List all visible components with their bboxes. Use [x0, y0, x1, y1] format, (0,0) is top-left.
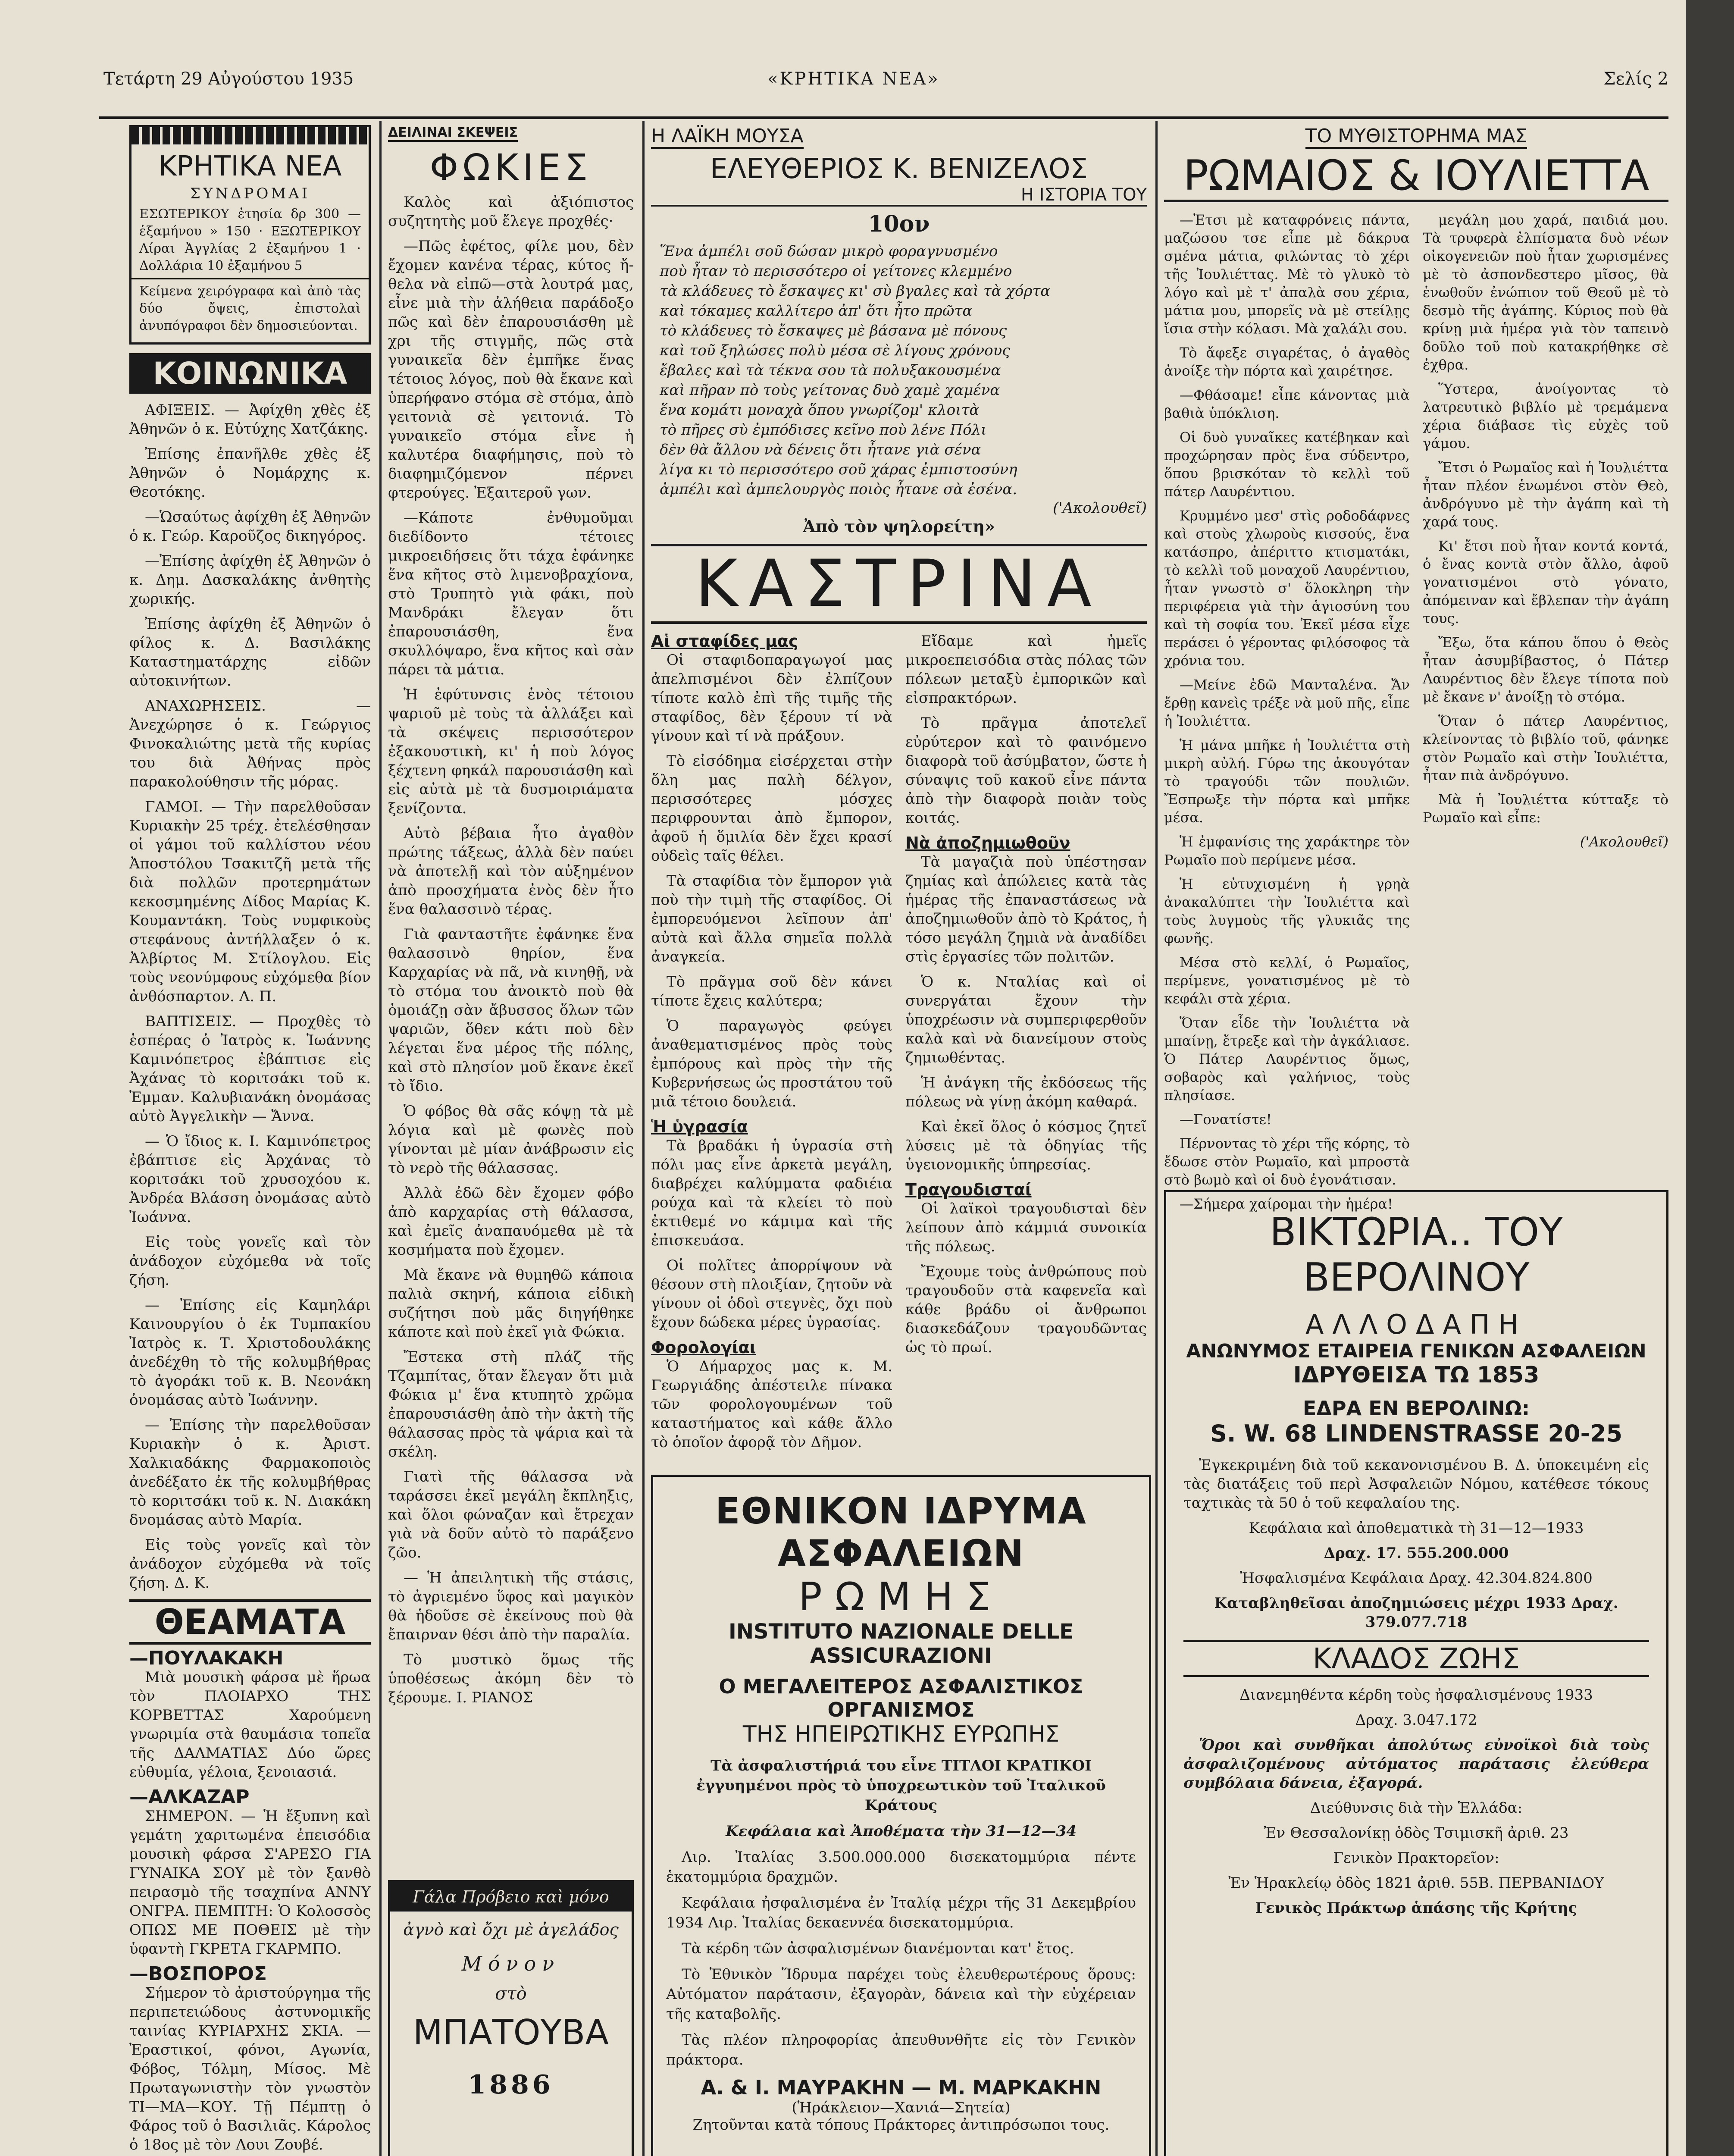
milk-ad-shop: ΜΠΑΤΟΥΒΑ: [413, 2012, 609, 2053]
column-divider: [642, 121, 645, 2156]
column-1: [129, 125, 371, 2156]
viktoria-line: Ἐγκεκριμένη διὰ τοῦ κεκανονισμένου Β. Δ. ὑποκειμένη εἰς τὰς διατάξεις τοῦ περὶ Ἀσφαλειῶν Νόμου, κατέθεσε τόκους ταχτικὰς τὰ 50 ὁ τοῦ κεφαλαίου της.: [1183, 1457, 1649, 1512]
serial-paragraph: Ὅταν εἶδε τὴν Ἰουλιέττα νὰ μπαίνῃ, ἔτρεξε καὶ τὴν ἀγκάλιασε. Ὁ Πάτερ Λαυρέντιος ὅμως, σοβαρὸς καὶ γαλήνιος, τοὺς πλησίασε.: [1164, 1015, 1410, 1103]
poem-title: ΕΛΕΥΘΕΡΙΟΣ Κ. ΒΕΝΙΖΕΛΟΣ: [710, 153, 1088, 185]
insurance-line: Λιρ. Ἰταλίας 3.500.000.000 δισεκατομμύρια πέντε ἑκατομμύρια δραχμῶν.: [666, 1849, 1136, 1886]
cinema-program: Μιὰ μουσικὴ φάρσα μὲ ἥρωα τὸν ΠΛΟΙΑΡΧΟ ΤΗΣ ΚΟΡΒΕΤΤΑΣ Χαρούμενη γνωριμία στὰ θαυμάσια τοπεῖα τῆς ΔΑΛΜΑΤΙΑΣ Δύο ὥρες εὐθυμία, γέλοια, ξενοιασιά.: [129, 1669, 371, 1781]
masthead-ornament: [131, 127, 369, 144]
news-paragraph: Καὶ ἐκεῖ ὅλος ὁ κόσμος ζητεῖ λύσεις μὲ τὰ ὁδηγίας τῆς ὑγειονομικῆς ὑπηρεσίας.: [905, 1118, 1147, 1173]
life-branch-title: ΚΛΑΔΟΣ ΖΩΗΣ: [1183, 1640, 1649, 1677]
serial-paragraph: Ὅταν ὁ πάτερ Λαυρέντιος, κλείνοντας τὸ βιβλίο τοῦ, φάνηκε στὸν Ρωμαῖο καὶ στὴν Ἰουλιέττα, ἦταν πιὰ ἀνδρόγυνο.: [1423, 713, 1668, 783]
viktoria-insurance-ad: [1164, 1190, 1668, 2156]
serial-paragraph: Μέσα στὸ κελλί, ὁ Ρωμαῖος, περίμενε, γονατισμένος μὲ τὸ κεφάλι στὰ χέρια.: [1164, 954, 1410, 1007]
article-paragraph: Ἡ ἐφύτυνσις ἑνὸς τέτοιου ψαριοῦ μὲ τοὺς τὰ ἀλλάξει καὶ τὰ σκέψεις περισσότερον ἐξακουστικὴ, κι' ἡ ποὺ λόγος ξέχτενη φηκάλ παρουσιάσθη καὶ εἰς αὐτὰ μὲ τὰ δυσμοιριάματα ξενίζοντα.: [388, 686, 634, 817]
serial-paragraph: —Φθάσαμε! εἶπε κάνοντας μιὰ βαθιὰ ὑπόκλιση.: [1164, 387, 1410, 421]
viktoria-title: ΒΙΚΤΩΡΙΑ.. ΤΟΥ ΒΕΡΟΛΙΝΟΥ: [1269, 1210, 1563, 1300]
insurance-ad: [651, 1475, 1151, 2156]
news-paragraph: Τὸ πρᾶγμα ἀποτελεῖ εὐρύτερον καὶ τὸ φαινόμενο διαφορὰ τοῦ ἀσύμβατον, ὥστε ἡ σύναψις τοῦ κακοῦ εἶνε πάντα ἀπὸ τὴν διαφορὰ ποιὰν τοὺς κοιτάς.: [905, 714, 1147, 827]
article-paragraph: —Πῶς ἐφέτος, φίλε μου, δὲν ἔχομεν κανένα τέρας, κύτος ἤ-θελα νὰ εἰπῶ—στὰ λουτρά μας, εἶνε μιὰ τὴν ἀλήθεια παράδοξο πῶς καὶ δὲν ἐπαρουσιάσθη μὲ χρι τῆς στιγμῆς, πῶς στὰ γυναικεῖα δὲν ἐμπῆκε ἕνας τέτοιος λόγος, ποὺ θὰ ἔκανε καὶ ὑπερήφανο στόμα σὲ στόμα, ἀπὸ γειτονιὰ σὲ γειτονιά. Τὸ γυναικεῖο στόμα εἶνε ἡ καλυτέρα διαφήμησις, ποὺ τὸ διαφημιζόμενον πέρνει φτερούγες. Ἐξαιτεροῦ γων.: [388, 238, 634, 501]
social-item: —Ὡσαύτως ἀφίχθη ἐξ Ἀθηνῶν ὁ κ. Γεώρ. Καροῦζος δικηγόρος.: [129, 508, 371, 545]
section-label: ΤΟ ΜΥΘΙΣΤΟΡΗΜΑ ΜΑΣ: [1305, 125, 1527, 149]
serial-right: [1423, 211, 1668, 1219]
poem-verse: ποὺ ἦταν τὸ περισσότερο οἱ γείτονες κλεμμένο: [660, 263, 1012, 280]
life-line: Ἐν Ἡρακλείῳ ὁδὸς 1821 ἀριθ. 55Β. ΠΕΡΒΑΝΙΔΟΥ: [1228, 1874, 1604, 1892]
serial-paragraph: Ὕστερα, ἀνοίγοντας τὸ λατρευτικὸ βιβλίο μὲ τρεμάμενα χέρια διάβασε τὶς εὐχὲς τοῦ γάμου.: [1423, 381, 1668, 451]
news-paragraph: Ὁ παραγωγὸς φεύγει ἀναθεματισμένος πρὸς τοὺς ἐμπόρους καὶ πρὸς τὴν τῆς Κυβερνήσεως ὡς προστάτου τοῦ μιᾶ τέτοιο δουλειά.: [651, 1017, 892, 1110]
viktoria-foreign: ΑΛΛΟΔΑΠΗ: [1305, 1309, 1527, 1340]
poem-verse: ἔβαλες καὶ τὰ τέκνα σου τὰ πολυξακουσμένα: [660, 362, 1001, 379]
article-paragraph: Μὰ ἔκανε νὰ θυμηθῶ κάποια παλιὰ σκηνή, κάποια εἰδικὴ συζήτησι ποὺ μᾶς διηγήθηκε κάποτε καὶ ποὺ ἐκεῖ γιὰ Φώκια.: [388, 1266, 634, 1341]
social-item: — Ἐπίσης εἰς Καμηλάρι Καινουργίου ὁ ἐκ Τυμπακίου Ἰατρὸς κ. Τ. Χριστοδουλάκης ἀνεδέχθη τὸ τῆς κολυμβήθρας τὸ ἀγοράκι τοῦ κ. Β. Νεονάκη ὀνομάσας αὐτὸ Ἰωάννην.: [129, 1297, 371, 1409]
social-news: [129, 401, 371, 1592]
viktoria-body: [1183, 1456, 1649, 1632]
life-line: Διεύθυνσις διὰ τὴν Ἑλλάδα:: [1310, 1799, 1523, 1817]
cinema-program: Σήμερον τὸ ἀριστούργημα τῆς περιπετειώδους ἀστυνομικῆς ταινίας ΚΥΡΙΑΡΧΗΣ ΣΚΙΑ. — Ἐραστικοί, φόνοι, Αγωνία, Φόβος, Τόλμη, Μίσος. Μὲ Πρωταγωνιστὴν τὸν γνωστὸν ΤΙ—ΜΑ—ΚΟΥ. Τῇ Πέμπτῃ ὁ Φάρος τοῦ ὁ Βασιλιᾶς. Κάρολος ὁ 18ος μὲ τὸν Λουι Ζουβέ.: [129, 1984, 371, 2153]
article-paragraph: Ἔστεκα στὴ πλάζ τῆς Τζαμπίτας, ὅταν ἔλεγαν ὅτι μιὰ Φώκια μ' ἕνα κτυπητὸ χρῶμα ἐπαρουσιάσθη ἀπὸ τὴν ἀκτὴ τῆς θάλασσας πρὸς τὰ ψάρια καὶ τὰ σκέλη.: [388, 1348, 634, 1460]
issue-date: Τετάρτη 29 Αὐγούστου 1935: [103, 69, 354, 89]
poem-verse: τὸ κλάδευες τὸ ἔσκαψες μὲ βάσανα μὲ πόνους: [660, 322, 1007, 339]
cinema-name: —ΒΟΣΠΟΡΟΣ: [129, 1963, 267, 1985]
social-item: Ἐπίσης ἀφίχθη ἐξ Ἀθηνῶν ὁ φίλος κ. Δ. Βασιλάκης Καταστηματάρχης εἰδῶν αὐτοκινήτων.: [129, 615, 371, 689]
newspaper-title: «ΚΡΗΤΙΚΑ ΝΕΑ»: [767, 69, 940, 89]
continued-note: ('Ακολουθεῖ): [1053, 499, 1147, 517]
news-paragraph: Ἡ ἀνάγκη τῆς ἐκδόσεως τῆς πόλεως νὰ γίνῃ ἀκόμη καθαρά.: [905, 1074, 1147, 1110]
insurance-line: Τὰ κέρδη τῶν ἀσφαλισμένων διανέμονται κατ' ἔτος.: [682, 1940, 1074, 1957]
insurance-line: Τὸ Ἐθνικὸν Ἵδρυμα παρέχει τοὺς ἐλευθερωτέρους ὅρους: Αὐτόματον παράτασιν, ἐξαγορὰν, δάνεια καὶ τὴν εὐχέρειαν τῆς καταβολῆς.: [666, 1966, 1136, 2023]
poem-verse: λίγα κι τὸ περισσότερο σοῦ χάρας ἐμπιστοσύνη: [660, 461, 1017, 478]
viktoria-company: ΑΝΩΝΥΜΟΣ ΕΤΑΙΡΕΙΑ ΓΕΝΙΚΩΝ ΑΣΦΑΛΕΙΩΝ: [1186, 1340, 1646, 1362]
poem-subtitle: Η ΙΣΤΟΡΙΑ ΤΟΥ: [651, 185, 1147, 207]
life-line: Διανεμηθέντα κέρδη τοὺς ἠσφαλισμένους 1933: [1239, 1686, 1593, 1704]
poem-verse: τὰ κλάδευες τὸ ἔσκαψες κι' σὺ βγαλες καὶ τὰ χόρτα: [660, 282, 1051, 300]
serial-paragraph: Ἡ μάνα μπῆκε ἡ Ἰουλιέττα στὴ μικρὴ αὐλή. Γύρω της ἀκουγόταν τὸ τραγούδι τῶν πουλιῶν. Ἔσπρωξε τὴν πόρτα καὶ μπῆκε μέσα.: [1164, 737, 1410, 826]
viktoria-line: Κεφάλαια καὶ ἀποθεματικὰ τὴ 31—12—1933: [1249, 1520, 1584, 1537]
serial-paragraph: Πέρνοντας τὸ χέρι τῆς κόρης, τὸ ἔδωσε στὸν Ρωμαῖο, καὶ μπροστὰ στὸ βωμὸ καὶ οἱ δυὸ ἐγονάτισαν.: [1164, 1135, 1410, 1188]
news-head: Νὰ ἀποζημιωθοῦν: [905, 834, 1070, 852]
news-paragraph: Τὰ σταφίδια τὸν ἔμπορον γιὰ ποὺ τὴν τιμὴ τῆς σταφίδος. Οἱ ἐμπορευόμενοι λεῖπουν ἀπ' αὐτὰ καὶ ἄλλα σημεῖα πολλὰ ἀναγκεία.: [651, 872, 892, 965]
section-label: ΔΕΙΛΙΝΑΙ ΣΚΕΨΕΙΣ: [388, 125, 518, 142]
article-paragraph: —Κάποτε ἐνθυμοῦμαι διεδίδοντο τέτοιες μικροειδήσεις ὅτι τάχα ἐφάνηκε ἕνα κῆτος στὸ λιμενοβραχίονα, στὸ Τρυπητὸ γιὰ φάκι, ποὺ Μανδράκι ἔλεγαν ὅτι ἐπαρουσιάσθη, ἕνα σκυλλόψαρο, ἕνα κῆτος καὶ σὰν πάρει τὰ μάτια.: [388, 509, 634, 678]
subscription-rates: ΕΣΩΤΕΡΙΚΟΥ ἐτησία δρ 300 — ἑξαμήνου » 150 · ΕΞΩΤΕΡΙΚΟΥ Λίραι Ἀγγλίας 2 ἐξαμήνου 1 · Δολλάρια 10 ἐξαμήνου 5: [139, 207, 361, 273]
social-item: — Ὁ ἴδιος κ. Ι. Καμινόπετρος ἐβάπτισε εἰς Ἀρχάνας τὸ κοριτσάκι τοῦ χρυσοχόου κ. Ἀνδρέα Βλάσση ὀνομάσας αὐτὸ Ἰωάννα.: [129, 1133, 371, 1226]
column-divider: [379, 121, 382, 2156]
article-title: ΦΩΚΙΕΣ: [429, 146, 592, 188]
news-head: Αἱ σταφίδες μας: [651, 632, 798, 651]
insurance-line: Τὰ ἀσφαλιστήριά του εἶνε ΤΙΤΛΟΙ ΚΡΑΤΙΚΟΙ ἐγγυημένοι πρὸς τὸ ὑποχρεωτικὸν τοῦ Ἰταλικοῦ Κράτους: [696, 1757, 1106, 1814]
article-paragraph: Ὁ φόβος θὰ σᾶς κόψῃ τὰ μὲ λόγια καὶ μὲ φωνὲς ποὺ γίνονται μὲ μίαν ἀνάβρωσιν εἰς τὸ νερὸ τῆς θάλασσας.: [388, 1103, 634, 1177]
serial-paragraph: Μὰ ἡ Ἰουλιέττα κύτταξε τὸ Ρωμαῖο καὶ εἶπε:: [1423, 791, 1668, 826]
insurance-europe: ΤΗΣ ΗΠΕΙΡΩΤΙΚΗΣ ΕΥΡΩΠΗΣ: [742, 1721, 1060, 1747]
page-number: Σελίς 2: [1603, 69, 1668, 89]
news-paragraph: Τὸ εἰσόδημα εἰσέρχεται στὴν ὅλη μας παλὴ δέλγον, περισσότερες μόσχες περιφρουνται ἀπὸ ἔμπορον, ἀφοῦ ἡ ὅμιλία δὲν ἔχει κρασί οὐδεὶς ταῖς θέλει.: [651, 752, 892, 865]
social-item: ΓΑΜΟΙ. — Τὴν παρελθοῦσαν Κυριακὴν 25 τρέχ. ἐτελέσθησαν οἱ γάμοι τοῦ καλλίστου νέου Ἀποστόλου Τσακιτζῆ μετὰ τῆς διὰ πολλῶν προτερημάτων κεκοσμημένης Δίδος Μαρίας Κ. Κουμαντάκη. Τοὺς νυμφικοὺς στεφάνους ἀντήλλαξεν ὁ κ. Ἀλβίρτος Μ. Στίλογλου. Εἰς τοὺς νεονύμφους εὐχόμεθα βίον ἀνθόσπαρτον. Λ. Π.: [129, 798, 371, 1005]
insurance-title: ΕΘΝΙΚΟΝ ΙΔΡΥΜΑ ΑΣΦΑΛΕΙΩΝ: [715, 1490, 1087, 1574]
poem-verse: καὶ τόκαμες καλλίτερο ἀπ' ὅτι ἦτο πρῶτα: [660, 302, 973, 320]
masthead-title: ΚΡΗΤΙΚΑ ΝΕΑ: [158, 150, 342, 182]
serial-section: [1164, 125, 1668, 147]
viktoria-line: Δραχ. 17. 555.200.000: [1324, 1545, 1509, 1562]
news-paragraph: Τὰ μαγαζιὰ ποὺ ὑπέστησαν ζημίας καὶ ἀπώλειες κατὰ τὰς ἡμέρας τῆς ἐπαναστάσεως νὰ ἀποζημιωθοῦν ἀπὸ τὸ Κράτος, ἡ τόσο μεγάλη ζημιὰ νὰ ἀναδίδει στὶς ἐργασίες τῶν πολιτῶν.: [905, 853, 1147, 965]
social-item: Ἐπίσης ἐπανῆλθε χθὲς ἐξ Ἀθηνῶν ὁ Νομάρχης κ. Θεοτόκης.: [129, 445, 371, 501]
viktoria-seat-label: ΕΔΡΑ ΕΝ ΒΕΡΟΛΙΝΩ:: [1302, 1397, 1530, 1420]
subscriptions-title: ΣΥΝΔΡΟΜΑΙ: [190, 185, 310, 202]
social-item: ΑΦΙΞΕΙΣ. — Ἀφίχθη χθὲς ἐξ Ἀθηνῶν ὁ κ. Εὐτύχης Χατζάκης.: [129, 401, 371, 438]
poem-verse: ἕνα κομάτι μοναχὰ ὅπου γνωρίζομ' κλοιτὰ: [660, 401, 980, 419]
life-line: Ἐν Θεσσαλονίκῃ ὁδὸς Τσιμισκῆ ἀριθ. 23: [1264, 1824, 1569, 1842]
masthead-box: [129, 125, 371, 345]
milk-ad-line: ἀγνὸ καὶ ὄχι μὲ ἀγελάδος: [403, 1920, 619, 1939]
serial-paragraph: μεγάλη μου χαρά, παιδιά μου. Τὰ τρυφερὰ ἐλπίσματα δυὸ νέων οἰκογενειῶν ποὺ ἦταν χωρισμένες μὲ τὸ ἀσπονδεστερο μῖσος, θὰ ἑνωθοῦν ἐνώπιον τοῦ Θεοῦ μὲ τὸ δεσμὸ τῆς ἀγάπης. Κύριος ποὺ θὰ κρίνῃ μιὰ ἡμέρα γιὰ τὸν ταπεινὸ δοῦλο τοῦ ποὺ κατακρήθηκε σὲ ἐχθρα.: [1423, 212, 1668, 373]
page-header: [26, 65, 1668, 95]
social-item: Εἰς τοὺς γονεῖς καὶ τὸν ἀνάδοχον εὐχόμεθα νὰ τοῖς ζήση. Δ. Κ.: [129, 1536, 371, 1592]
column-4: [1164, 125, 1668, 1212]
insurance-body: [666, 1756, 1136, 2070]
poem-author: Ἀπὸ τὸν ψηλορείτη»: [803, 517, 995, 536]
serial-paragraph: —Σήμερα χαίρομαι τὴν ἡμέρα!: [1180, 1196, 1393, 1212]
insurance-agent-towns: (Ἡράκλειον—Χανιά—Σητεία): [792, 2099, 1011, 2116]
theater-section-title: ΘΕΑΜΑΤΑ: [129, 1599, 371, 1645]
column-divider: [1155, 121, 1158, 2156]
cinema-name: —ΑΛΚΑΖΑΡ: [129, 1786, 250, 1808]
poem-verse: τὸ πῆρες σὺ ἐμπόδισες κεῖνο ποὺ λένε Πόλι: [660, 421, 987, 439]
serial-paragraph: —Μείνε ἐδῶ Μανταλένα. Ἄν ἔρθῃ κανεὶς τρέξε νὰ μοῦ πῆς, εἶπε ἡ Ἰουλιέττα.: [1164, 677, 1410, 729]
header-rule: [99, 116, 1668, 119]
news-paragraph: Ὁ Δήμαρχος μας κ. Μ. Γεωργιάδης ἀπέστειλε πίνακα τῶν φορολογουμένων τοῦ καταστήματος καὶ κάθε ἄλλο τὸ ὁποῖον ἀφορᾷ τὸν Δῆμον.: [651, 1358, 892, 1451]
poem-verse: καὶ τοῦ ξηλώσες πολὺ μέσα σὲ λίγους χρόνους: [660, 342, 1011, 359]
article-paragraph: Ἀλλὰ ἐδῶ δὲν ἔχομεν φόβο ἀπὸ καρχαρίας στὴ θάλασσα, καὶ ἐμεῖς ἀναπαυόμεθα μὲ τὰ κοσμήματα ποὺ ἔχομεν.: [388, 1185, 634, 1259]
news-paragraph: Οἱ σταφιδοπαραγωγοί μας ἀπελπισμένοι δὲν ἐλπίζουν τίποτε καλὸ ἐπὶ τῆς τιμῆς τῆς σταφίδος, δὲν ξέρουν τί νὰ γίνουν καὶ τί νὰ πράξουν.: [651, 652, 892, 745]
social-item: —Ἐπίσης ἀφίχθη ἐξ Ἀθηνῶν ὁ κ. Δημ. Δασκαλάκης ἀνθητὴς χωρικής.: [129, 552, 371, 608]
insurance-line: Κεφάλαια ἠσφαλισμένα ἐν Ἰταλίᾳ μέχρι τῆς 31 Δεκεμβρίου 1934 Λιρ. Ἰταλίας δεκαεννέα δισεκατομμύρια.: [666, 1894, 1136, 1931]
serial-left: [1164, 211, 1410, 1219]
news-paragraph: Οἱ πολῖτες ἀπορρίψουν νὰ θέσουν στὴ πλοιξίαν, ζητοῦν νὰ γίνουν οἱ ὁδοὶ στεγνὲς, ὄχι ποὺ ἔχουν δώδεκα μέρες ὑγρασίας.: [651, 1257, 892, 1331]
news-head: Τραγουδισταί: [905, 1180, 1032, 1199]
serial-title: ΡΩΜΑΙΟΣ & ΙΟΥΛΙΕΤΤΑ: [1164, 151, 1668, 202]
social-item: ΒΑΠΤΙΣΕΙΣ. — Προχθὲς τὸ ἑσπέρας ὁ Ἰατρὸς κ. Ἰωάννης Καμινόπετρος ἐβάπτισε εἰς Ἀχάνας τὸ κοριτσάκι τοῦ κ. Ἐμμαν. Καλυβιανάκη ὀνομάσας αὐτὸ Ἀγγελικὴν — Ἄννα.: [129, 1013, 371, 1125]
viktoria-founded: ΙΔΡΥΘΕΙΣΑ ΤΩ 1853: [1293, 1362, 1540, 1388]
kastrina-right: [905, 632, 1147, 1458]
poem-verse: ἀμπέλι καὶ ἀμπελουργὸς ποιὸς ἦτανε σὰ ἐσένα.: [660, 481, 1017, 498]
news-paragraph: Ἔχουμε τοὺς ἀνθρώπους ποὺ τραγουδοῦν στὰ καφενεῖα καὶ κάθε βράδυ οἱ ἄνθρωποι διασκεδάζουν τραγουδῶντας ὡς τὸ πρωί.: [905, 1263, 1147, 1356]
news-paragraph: Ὁ κ. Νταλίας καὶ οἱ συνεργάται ἔχουν τὴν ὑποχρέωσιν νὰ συμπεριφερθοῦν καλὰ καὶ νὰ διανείμουν στοὺς ζημιωθέντας.: [905, 973, 1147, 1066]
serial-paragraph: Ἔξω, ὅτα κάπου ὅπου ὁ Θεὸς ἦταν ἀσυμβίβαστος, ὁ Πάτερ Λαυρέντιος δὲν ἔλεγε τίποτα ποὺ μὲ ἔκανε ν' ἀνοίξῃ τὸ στόμα.: [1423, 634, 1668, 705]
serial-paragraph: Κρυμμένο μεσ' στὶς ροδοδάφνες καὶ στοὺς χλωροὺς κισσούς, ἕνα κατάσπρο, ἀπέριττο κτισματάκι, τὸ κελλὶ τοῦ μοναχοῦ Λαυρέντιου, ἦταν γνωστὸ σ' ὅλοκληρη τὴν περιφέρεια γιὰ τὴν ἁγιοσύνη του καὶ τὴ σοφία του. Ἐκεῖ μέσα εἶχε περάσει ὁ γέροντας φιλόσοφος τὰ χρόνια του.: [1164, 508, 1410, 669]
life-line: Γενικὸν Πρακτορεῖον:: [1333, 1849, 1499, 1867]
milk-ad-at: στὸ: [495, 1984, 527, 2004]
poem-verse: δὲν θὰ ἄλλου νὰ δένεις ὅτι ἦτανε γιὰ σένα: [660, 441, 981, 458]
poem-verse: καὶ πῆραν πὸ τοὺς γείτονας δυὸ χαμὲ χαμένα: [660, 382, 1000, 399]
viktoria-address: S. W. 68 LINDENSTRASSE 20-25: [1210, 1420, 1623, 1447]
news-head: Ἡ ὑγρασία: [651, 1117, 748, 1136]
social-section-title: ΚΟΙΝΩΝΙΚΑ: [129, 353, 371, 394]
news-paragraph: Οἱ λαϊκοὶ τραγουδισταὶ δὲν λείπουν ἀπὸ κάμμιά συνοικία τῆς πόλεως.: [905, 1200, 1147, 1255]
column-2: [388, 125, 634, 2156]
poem-verse: Ἕνα ἀμπέλι σοῦ δώσαν μικρὸ φοραγνυσμένο: [660, 243, 998, 260]
insurance-agent: Α. & Ι. ΜΑΥΡΑΚΗΝ — Μ. ΜΑΡΚΑΚΗΝ: [701, 2076, 1102, 2099]
viktoria-line: Ἠσφαλισμένα Κεφάλαια Δραχ. 42.304.824.800: [1240, 1570, 1593, 1587]
milk-ad: [388, 1880, 634, 2156]
news-paragraph: Εἴδαμε καὶ ἡμεῖς μικροεπεισόδια στὰς πόλας τῶν πόλεων μεταξὺ ἐμπορικῶν καὶ εἰσπρακτόρων.: [905, 633, 1147, 707]
news-paragraph: Τὰ βραδάκι ἡ ὑγρασία στὴ πόλι μας εἶνε ἀρκετὰ μεγάλη, διαβρέχει καλύμματα φαδιέια ρούχα καὶ τὰ κλείει τὸ ποὺ ἐκτιθεμέ νο κάμιμα καὶ τῆς ἐπισκευάσα.: [651, 1137, 892, 1249]
poem-verses: [651, 241, 1147, 499]
serial-paragraph: Ἡ ἐμφανίσις της χαράκτηρε τὸν Ρωμαῖο ποὺ περίμενε μέσα.: [1164, 834, 1410, 868]
kastrina-title: ΚΑΣΤΡΙΝΑ: [651, 544, 1147, 624]
article-paragraph: Καλὸς καὶ ἀξιόπιστος συζητητὴς μοῦ ἔλεγε προχθές·: [388, 194, 634, 230]
article-paragraph: Τὸ μυστικὸ ὅμως τῆς ὑποθέσεως ἀκόμη δὲν τὸ ξέρουμε. Ι. ΡΙΑΝΟΣ: [388, 1651, 634, 1706]
social-item: ΑΝΑΧΩΡΗΣΕΙΣ. — Ἀνεχώρησε ὁ κ. Γεώργιος Φινοκαλιώτης μετὰ τῆς κυρίας του διὰ Ἀθήνας πρὸς παρακολούθησιν τῆς μόρας.: [129, 697, 371, 790]
insurance-org: Ο ΜΕΓΑΛΕΙΤΕΡΟΣ ΑΣΦΑΛΙΣΤΙΚΟΣ ΟΡΓΑΝΙΣΜΟΣ: [719, 1675, 1083, 1721]
life-line: Δραχ. 3.047.172: [1355, 1711, 1477, 1729]
social-item: Εἰς τοὺς γονεῖς καὶ τὸν ἀνάδοχον εὐχόμεθα νὰ τοῖς ζήση.: [129, 1234, 371, 1289]
theater-listings: [129, 1649, 371, 2154]
serial-paragraph: —Γονατίστε!: [1180, 1111, 1272, 1128]
serial-paragraph: Κι' ἔτσι ποὺ ἦταν κοντά κοντά, ὁ ἔνας κοντὰ στὸν ἄλλο, ἀφοῦ γονατισμένοι στὸ γόνατο, ἀπόμειναν καὶ ἔβλεπαν τὴν ἀγάπη τους.: [1423, 538, 1668, 627]
cinema-name: —ΠΟΥΛΑΚΑΚΗ: [129, 1647, 284, 1669]
life-branch-body: [1183, 1686, 1649, 1918]
article-paragraph: Γιατὶ τῆς θάλασσα νὰ ταράσσει ἐκεῖ μεγάλη ἔκπληξις, καὶ ὅλοι φώναζαν καὶ ἔτρεχαν γιὰ νὰ δοῦν αὐτὸ τὸ παράξενο ζῶο.: [388, 1468, 634, 1561]
serial-paragraph: Οἱ δυὸ γυναῖκες κατέβηκαν καὶ προχώρησαν πρὸς ἕνα σύδεντρο, ὅπου βρισκόταν τὸ κελλὶ τοῦ πάτερ Λαυρέντιου.: [1164, 429, 1410, 500]
page-edge-shadow: [1686, 0, 1734, 2156]
insurance-line: Τὰς πλέον πληροφορίας ἀπευθυνθῆτε εἰς τὸν Γενικὸν πράκτορα.: [666, 2031, 1136, 2068]
article-paragraph: Γιὰ φανταστῆτε ἐφάνηκε ἕνα θαλασσινὸ θηρίον, ἕνα Καρχαρίας νὰ πᾶ, νὰ κινηθῇ, νὰ τὸ στόμα του ἀνοικτὸ ποὺ θὰ ὁμοιάζῃ σὰν ἄβυσσος ὅλων τῶν ψαριῶν, ὅθεν κάτι ποὺ δὲν λέγεται ἕνα μέρος τῆς πόλης, καὶ στὸ πλησίον μοῦ ἔκανε ἐκεῖ τὸ ἴδιο.: [388, 926, 634, 1095]
insurance-agent-note: Ζητοῦνται κατὰ τόπους Πράκτορες ἀντιπρόσωποι τους.: [692, 2116, 1110, 2134]
insurance-italian-name: INSTITUTO NAZIONALE DELLE ASSICURAZIONI: [729, 1620, 1074, 1668]
article-paragraph: — Ἡ ἀπειλητικὴ τῆς στάσις, τὸ ἀγριεμένο ὕφος καὶ μαγικὸν θὰ ἡδοῦσε σὲ ἐκείνους ποὺ θὰ ἔπαιρναν θέσι ἀπὸ τὴν παραλία.: [388, 1569, 634, 1643]
serial-paragraph: Ἡ εὐτυχισμένη ἡ γρηὰ ἀνακαλύπτει τὴν Ἰουλιέττα καὶ τοὺς λυγμοὺς τῆς γλυκιᾶς της φωνῆς.: [1164, 876, 1410, 946]
life-line: Γενικὸς Πράκτωρ ἁπάσης τῆς Κρήτης: [1255, 1899, 1578, 1917]
serial-columns: [1164, 211, 1668, 1219]
continued-note: ('Ακολουθεῖ): [1580, 834, 1668, 850]
milk-ad-number: 1886: [468, 2070, 554, 2100]
kastrina-left: [651, 632, 892, 1458]
serial-paragraph: Τὸ ἄφεξε σιγαρέτας, ὁ ἀγαθὸς ἀνοίξε τὴν πόρτα καὶ χαιρέτησε.: [1164, 345, 1410, 379]
serial-paragraph: —Ἐτσι μὲ καταφρόνεις πάντα, μαζώσου τσε εἶπε μὲ δάκρυα σμένα μάτια, φιλώντας τὸ χέρι τῆς Ἰουλιέττας. Μὲ τὸ γλυκὸ τὸ λόγο καὶ μὲ τ' ἀπαλὰ σου χέρια, μάτια μου, μπορεῖς νὰ μὲ στείλῃς ἴσια στὴν κόλασι. Μὰ χαλάλι σου.: [1164, 212, 1410, 337]
insurance-city: ΡΩΜΗΣ: [798, 1574, 1004, 1620]
kastrina-columns: [651, 632, 1147, 1458]
section-label: Η ΛΑΪΚΗ ΜΟΥΣΑ: [651, 125, 804, 149]
cinema-program: ΣΗΜΕΡΟΝ. — Ἡ ἔξυπνη καὶ γεμάτη χαριτωμένα ἐπεισόδια μουσικὴ φάρσα Σ'ΑΡΕΣΟ ΓΙΑ ΓΥΝΑΙΚΑ ΣΟΥ μὲ τὸν ξανθὸ πειρασμὸ τῆς τσαχπίνα ΑΝΝΥ ΟΝΓΡΑ. ΠΕΜΠΤΗ: Ὁ Κολοσσὸς ΟΠΩΣ ΜΕ ΠΟΘΕΙΣ μὲ τὴν ὑφαντὴ ΓΚΡΕΤΑ ΓΚΑΡΜΠΟ.: [129, 1808, 371, 1958]
viktoria-line: Καταβληθεῖσαι ἀποζημιώσεις μέχρι 1933 Δραχ. 379.077.718: [1214, 1595, 1618, 1631]
life-line: Ὅροι καὶ συνθῆκαι ἀπολύτως εὐνοϊκοὶ διὰ τοὺς ἀσφαλιζομένους αὐτόματος παράτασις ἐλεύθερα συμβόλαια δάνεια, ἐξαγορά.: [1183, 1736, 1649, 1792]
milk-ad-only: Μόνον: [461, 1952, 560, 1975]
insurance-line: Κεφάλαια καὶ Ἀποθέματα τὴν 31—12—34: [726, 1823, 1077, 1840]
article-body: [388, 193, 634, 1707]
editorial-note: Κείμενα χειρόγραφα καὶ ἀπὸ τὰς δύο ὄψεις, ἐπιστολαὶ ἀνυπόγραφοι δὲν δημοσιεύονται.: [131, 278, 369, 338]
social-item: — Ἐπίσης τὴν παρελθοῦσαν Κυριακὴν ὁ κ. Ἀριστ. Χαλκιαδάκης Φαρμακοποιὸς ἀνεδέξατο ἐκ τῆς κολυμβήθρας τὸ κοριτσάκι τοῦ κ. Ν. Διακάκη δνομάσας αὐτὸ Μαρία.: [129, 1416, 371, 1529]
milk-ad-headline: Γάλα Πρόβειο καὶ μόνο: [390, 1882, 632, 1912]
news-paragraph: Τὸ πρᾶγμα σοῦ δὲν κάνει τίποτε ἔχεις καλύτερα;: [651, 973, 892, 1009]
news-head: Φορολογίαι: [651, 1338, 756, 1357]
poem-number: 10ον: [868, 211, 930, 237]
serial-paragraph: Ἔτσι ὁ Ρωμαῖος καὶ ἡ Ἰουλιέττα ἦταν πλέον ἑνωμένοι στὸν Θεὸ, ἀνδρόγυνο μὲ τὴν ἀγάπη καὶ τὴ χαρά τους.: [1423, 459, 1668, 530]
article-paragraph: Αὐτὸ βέβαια ἦτο ἀγαθὸν πρώτης τάξεως, ἀλλὰ δὲν παύει νὰ ἀποτελῇ καὶ τὸν αὐξημένον ἀπὸ προσχήματα ἐνὸς δὲν ἦτο ἕνα θαλασσινὸ τέρας.: [388, 825, 634, 918]
